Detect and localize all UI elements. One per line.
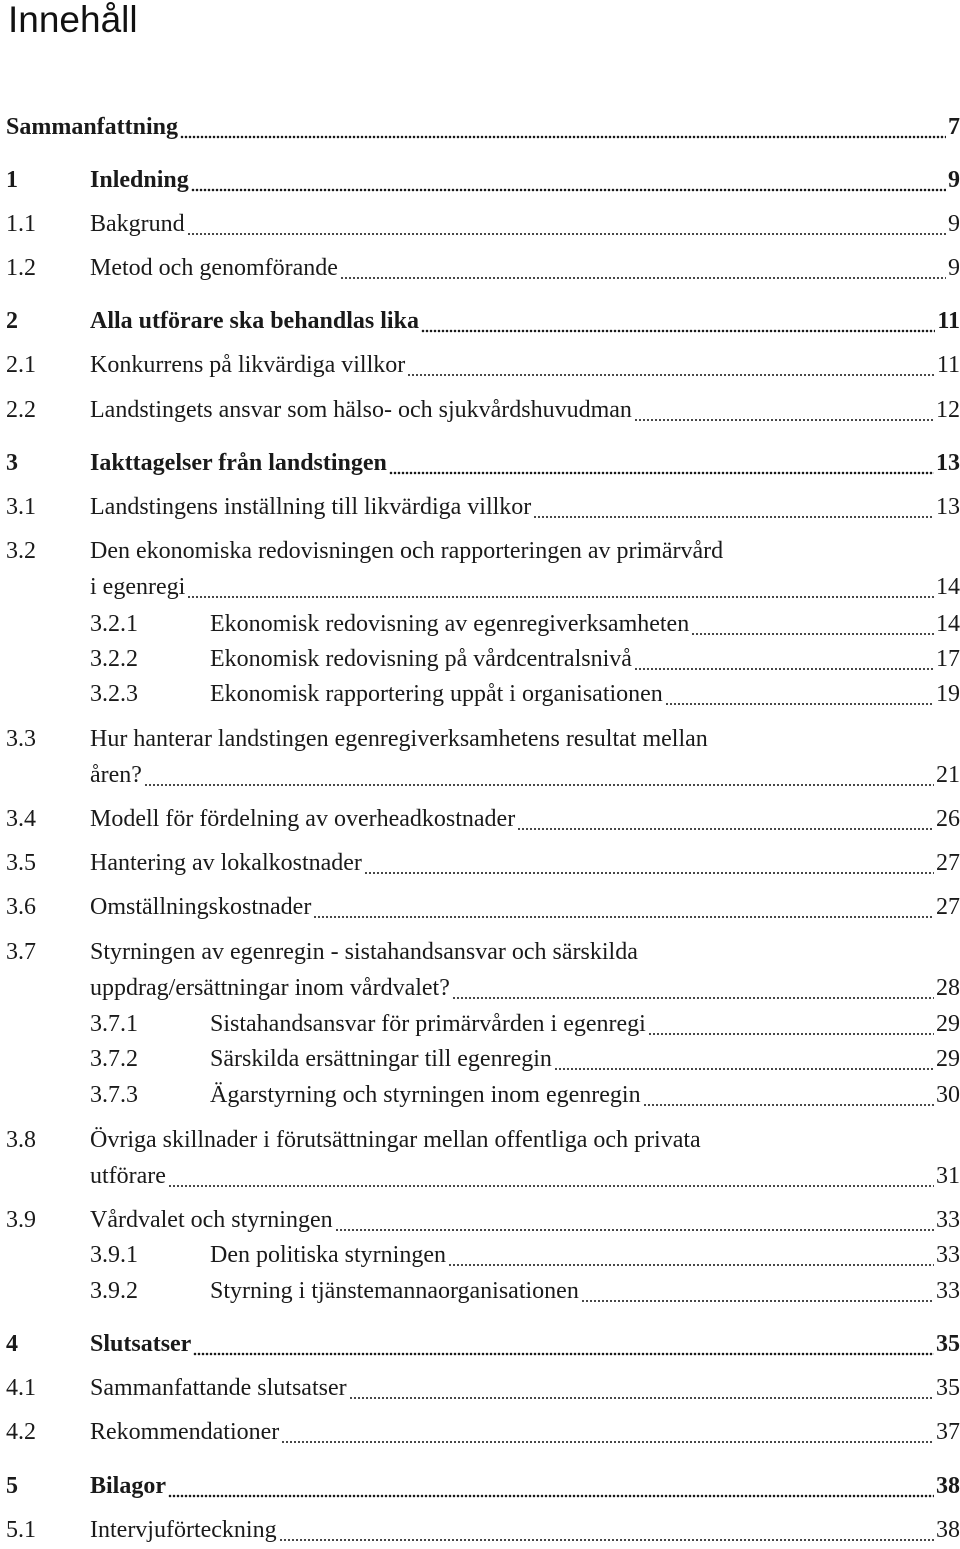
toc-dot-leader [581, 1274, 934, 1308]
toc-dot-leader [364, 846, 934, 880]
toc-dot-leader [421, 304, 935, 338]
toc-entry[interactable] [0, 446, 960, 480]
toc-entry[interactable] [0, 1274, 960, 1308]
toc-page-number: 35 [936, 1375, 960, 1401]
toc-entry[interactable] [0, 1469, 960, 1503]
toc-entry[interactable] [0, 1371, 960, 1405]
toc-number: 3.2.2 [90, 646, 138, 672]
toc-label: Rekommendationer [90, 1419, 280, 1445]
toc-page-number: 14 [936, 611, 960, 637]
toc-entry[interactable] [0, 846, 960, 880]
toc-entry[interactable] [0, 251, 960, 285]
toc-dot-leader [691, 607, 934, 641]
toc-page-number: 38 [936, 1517, 960, 1543]
toc-page-number: 35 [936, 1331, 960, 1357]
toc-dot-leader [554, 1042, 934, 1076]
toc-label: Intervjuförteckning [90, 1517, 277, 1543]
toc-number: 4 [6, 1331, 18, 1357]
toc-dot-leader [279, 1513, 934, 1547]
toc-label: Ekonomisk rapportering uppåt i organisationen [210, 681, 663, 707]
toc-page-number: 7 [948, 114, 960, 140]
toc-number: 2.2 [6, 397, 36, 423]
toc-number: 3.7.1 [90, 1011, 138, 1037]
toc-entry[interactable] [0, 1159, 960, 1193]
toc-dot-leader [648, 1007, 934, 1041]
toc-dot-leader [407, 348, 935, 382]
toc-dot-leader [168, 1469, 934, 1503]
toc-dot-leader [349, 1371, 934, 1405]
toc-entry[interactable] [0, 1123, 960, 1157]
toc-page-number: 9 [948, 211, 960, 237]
toc-label: Styrningen av egenregin - sistahandsansvar och särskilda [90, 939, 638, 965]
toc-dot-leader [634, 642, 934, 676]
toc-label: Sammanfattning [6, 114, 179, 140]
toc-page-number: 27 [936, 850, 960, 876]
toc-label: Vårdvalet och styrningen [90, 1207, 333, 1233]
toc-entry[interactable] [0, 490, 960, 524]
toc-label: Inledning [90, 167, 189, 193]
toc-dot-leader [517, 802, 934, 836]
toc-entry[interactable] [0, 534, 960, 568]
toc-page-number: 9 [948, 167, 960, 193]
toc-page-number: 17 [936, 646, 960, 672]
toc-number: 2 [6, 308, 18, 334]
toc-entry[interactable] [0, 642, 960, 676]
toc-page-number: 28 [936, 975, 960, 1001]
toc-page-number: 33 [936, 1207, 960, 1233]
toc-label: Ekonomisk redovisning på vårdcentralsnivå [210, 646, 632, 672]
toc-entry[interactable] [0, 207, 960, 241]
toc-page-number: 14 [936, 574, 960, 600]
toc-number: 3.1 [6, 494, 36, 520]
toc-page-number: 29 [936, 1011, 960, 1037]
toc-entry[interactable] [0, 607, 960, 641]
toc-dot-leader [452, 971, 934, 1005]
toc-number: 5.1 [6, 1517, 36, 1543]
toc-page-number: 27 [936, 894, 960, 920]
toc-label: Övriga skillnader i förutsättningar mellan offentliga och privata [90, 1127, 701, 1153]
toc-label: Landstingets ansvar som hälso- och sjukvårdshuvudman [90, 397, 632, 423]
toc-label: Bilagor [90, 1473, 166, 1499]
toc-label: Bakgrund [90, 211, 185, 237]
toc-entry[interactable] [0, 722, 960, 756]
page-title: Innehåll [8, 0, 138, 40]
toc-page-number: 21 [936, 762, 960, 788]
toc-page-number: 29 [936, 1046, 960, 1072]
toc-label: utförare [90, 1163, 166, 1189]
toc-number: 3.4 [6, 806, 36, 832]
toc-number: 1.1 [6, 211, 36, 237]
toc-dot-leader [643, 1078, 934, 1112]
toc-label: Den politiska styrningen [210, 1242, 446, 1268]
toc-number: 4.2 [6, 1419, 36, 1445]
toc-number: 3.9.1 [90, 1242, 138, 1268]
toc-number: 1 [6, 167, 18, 193]
toc-label: Den ekonomiska redovisningen och rapporteringen av primärvård [90, 538, 724, 564]
toc-entry[interactable] [0, 1238, 960, 1272]
toc-dot-leader [665, 677, 934, 711]
toc-page-number: 11 [936, 352, 960, 378]
toc-label: i egenregi [90, 574, 186, 600]
toc-dot-leader [191, 163, 946, 197]
toc-dot-leader [448, 1238, 934, 1272]
toc-dot-leader [187, 207, 946, 241]
toc-page-number: 11 [937, 308, 960, 334]
toc-entry[interactable] [0, 393, 960, 427]
toc-label: Alla utförare ska behandlas lika [90, 308, 419, 334]
toc-label: Slutsatser [90, 1331, 192, 1357]
toc-label: åren? [90, 762, 142, 788]
toc-page-number: 19 [936, 681, 960, 707]
toc-page-number: 31 [936, 1163, 960, 1189]
toc-dot-leader [187, 570, 934, 604]
toc-label: Hur hanterar landstingen egenregiverksamhetens resultat mellan [90, 726, 708, 752]
toc-entry[interactable] [0, 802, 960, 836]
toc-entry[interactable] [0, 1513, 960, 1547]
toc-dot-leader [180, 110, 946, 144]
toc-label: Modell för fördelning av overheadkostnader [90, 806, 516, 832]
toc-entry[interactable] [0, 1078, 960, 1112]
toc-dot-leader [340, 251, 946, 285]
toc-label: Sammanfattande slutsatser [90, 1375, 347, 1401]
toc-number: 3.2 [6, 538, 36, 564]
toc-page-number: 12 [936, 397, 960, 423]
toc-entry[interactable] [0, 1415, 960, 1449]
toc-page-number: 33 [936, 1242, 960, 1268]
toc-number: 3.2.3 [90, 681, 138, 707]
toc-entry[interactable] [0, 348, 960, 382]
toc-page-number: 9 [948, 255, 960, 281]
toc-page-number: 37 [936, 1419, 960, 1445]
toc-entry[interactable] [0, 1203, 960, 1237]
toc-number: 3.7.2 [90, 1046, 138, 1072]
toc-entry[interactable] [0, 971, 960, 1005]
toc-entry[interactable] [0, 677, 960, 711]
toc-label: Ägarstyrning och styrningen inom egenregin [210, 1082, 641, 1108]
toc-entry[interactable] [0, 110, 960, 144]
toc-label: Omställningskostnader [90, 894, 312, 920]
toc-dot-leader [193, 1327, 934, 1361]
toc-page-number: 26 [936, 806, 960, 832]
toc-number: 3.9 [6, 1207, 36, 1233]
toc-number: 3.6 [6, 894, 36, 920]
toc-entry[interactable] [0, 1327, 960, 1361]
toc-entry[interactable] [0, 890, 960, 924]
toc-dot-leader [389, 446, 934, 480]
toc-dot-leader [281, 1415, 934, 1449]
toc-dot-leader [634, 393, 934, 427]
toc-entry[interactable] [0, 1042, 960, 1076]
toc-entry[interactable] [0, 758, 960, 792]
toc-entry[interactable] [0, 163, 960, 197]
toc-page-number: 30 [936, 1082, 960, 1108]
toc-label: Styrning i tjänstemannaorganisationen [210, 1278, 579, 1304]
toc-label: Landstingens inställning till likvärdiga villkor [90, 494, 532, 520]
toc-entry[interactable] [0, 570, 960, 604]
toc-number: 3 [6, 450, 18, 476]
toc-label: Hantering av lokalkostnader [90, 850, 362, 876]
toc-number: 3.3 [6, 726, 36, 752]
toc-label: Konkurrens på likvärdiga villkor [90, 352, 406, 378]
toc-number: 5 [6, 1473, 18, 1499]
toc-number: 3.7.3 [90, 1082, 138, 1108]
toc-entry[interactable] [0, 304, 960, 338]
toc-number: 3.9.2 [90, 1278, 138, 1304]
toc-page-number: 38 [936, 1473, 960, 1499]
toc-number: 1.2 [6, 255, 36, 281]
toc-dot-leader [168, 1159, 934, 1193]
toc-entry[interactable] [0, 1007, 960, 1041]
toc-page-number: 33 [936, 1278, 960, 1304]
toc-dot-leader [144, 758, 934, 792]
toc-label: Särskilda ersättningar till egenregin [210, 1046, 552, 1072]
toc-dot-leader [533, 490, 934, 524]
toc-label: Metod och genomförande [90, 255, 338, 281]
toc-label: Iakttagelser från landstingen [90, 450, 387, 476]
toc-label: Sistahandsansvar för primärvården i egenregi [210, 1011, 646, 1037]
toc-label: uppdrag/ersättningar inom vårdvalet? [90, 975, 450, 1001]
toc-dot-leader [313, 890, 934, 924]
toc-number: 3.5 [6, 850, 36, 876]
toc-number: 3.7 [6, 939, 36, 965]
toc-number: 4.1 [6, 1375, 36, 1401]
toc-page-number: 13 [936, 494, 960, 520]
toc-dot-leader [335, 1203, 934, 1237]
toc-number: 3.2.1 [90, 611, 138, 637]
toc-label: Ekonomisk redovisning av egenregiverksamheten [210, 611, 690, 637]
toc-entry[interactable] [0, 935, 960, 969]
toc-number: 3.8 [6, 1127, 36, 1153]
toc-number: 2.1 [6, 352, 36, 378]
toc-page-number: 13 [936, 450, 960, 476]
